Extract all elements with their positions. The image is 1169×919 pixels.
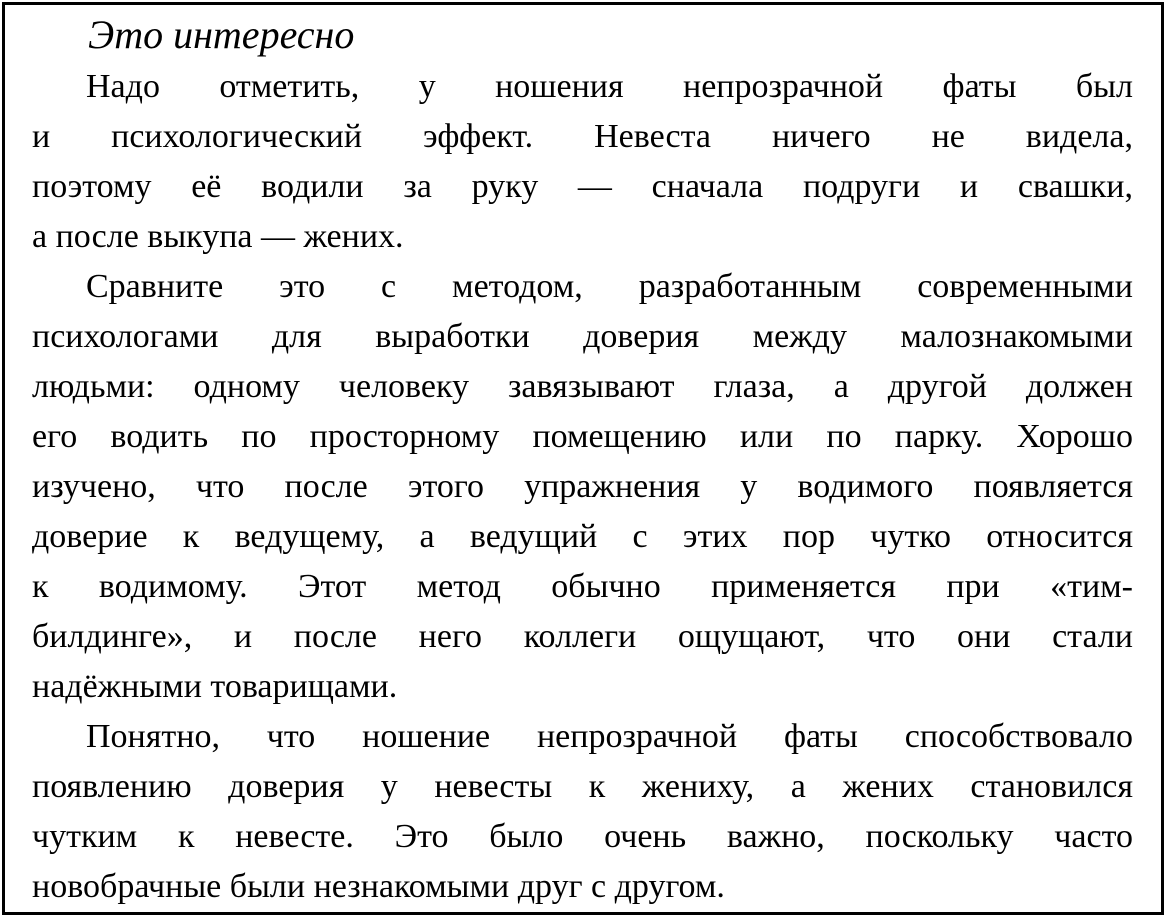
text-line: появлению доверия у невесты к жениху, а жених становился [32, 768, 1133, 805]
info-box [5, 5, 1161, 912]
text-line: и психологический эффект. Невеста ничего не видела, [32, 118, 1133, 155]
text-line: Надо отметить, у ношения непрозрачной фаты был [86, 68, 1133, 105]
text-line: новобрачные были незнакомыми друг с другом. [32, 868, 725, 905]
text-line: надёжными товарищами. [32, 668, 398, 705]
text-line: а после выкупа — жених. [32, 218, 404, 255]
text-line: людьми: одному человеку завязывают глаза, а другой должен [32, 368, 1133, 405]
page-border [2, 2, 1164, 915]
text-line: билдинге», и после него коллеги ощущают, что они стали [32, 618, 1133, 655]
text-line: Понятно, что ношение непрозрачной фаты способствовало [86, 718, 1133, 755]
text-line: изучено, что после этого упражнения у водимого появляется [32, 468, 1133, 505]
text-line: доверие к ведущему, а ведущий с этих пор чутко относится [32, 518, 1133, 555]
text-line: психологами для выработки доверия между малознакомыми [32, 318, 1133, 355]
page-title: Это интересно [88, 12, 355, 57]
text-line: Сравните это с методом, разработанным современными [86, 268, 1133, 305]
text-line: поэтому её водили за руку — сначала подруги и свашки, [32, 168, 1133, 205]
text-line: к водимому. Этот метод обычно применяется при «тим- [32, 568, 1133, 605]
text-line: его водить по просторному помещению или по парку. Хорошо [32, 418, 1133, 455]
body-text [32, 62, 1133, 912]
text-line: чутким к невесте. Это было очень важно, поскольку часто [32, 818, 1133, 855]
